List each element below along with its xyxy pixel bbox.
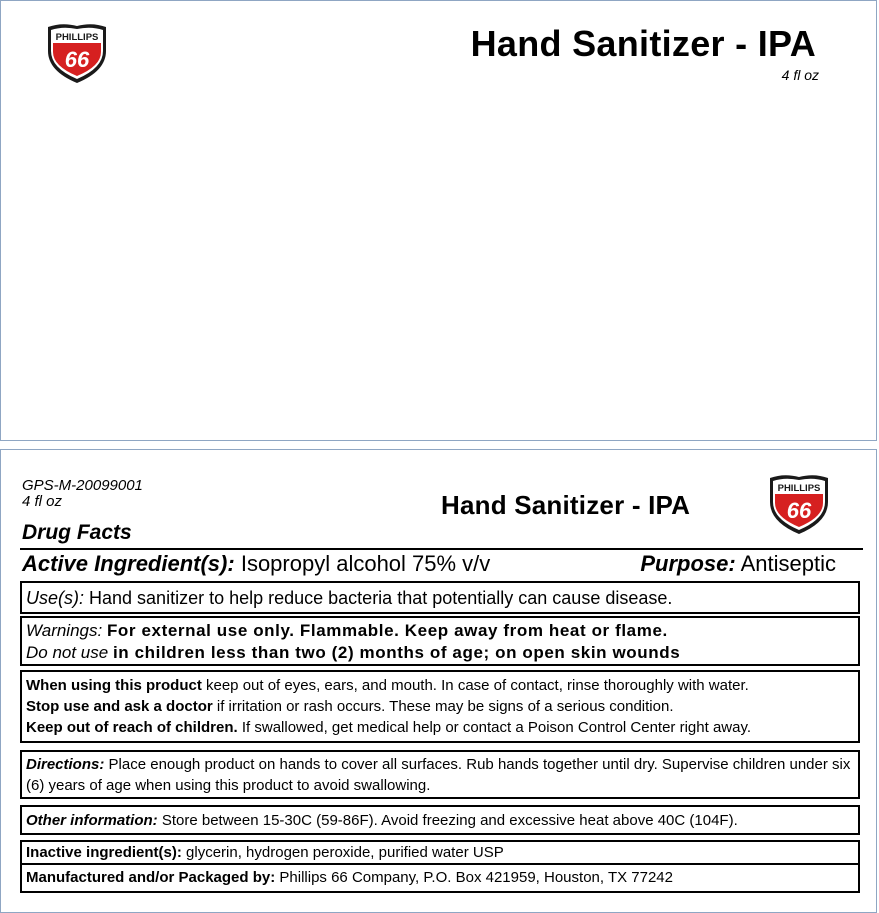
when-using-text: keep out of eyes, ears, and mouth. In case of contact, rinse thoroughly with water. [206, 677, 749, 694]
purpose [640, 551, 836, 577]
stop-use-text: if irritation or rash occurs. These may be signs of a serious condition. [216, 698, 674, 715]
when-using-label: When using this product [26, 677, 202, 694]
inactive-ingredients-section [20, 840, 860, 865]
directions-text: Place enough product on hands to cover all surfaces. Rub hands together until dry. Supervise children under six (6) years of age when using this product to avoid swallowing. [26, 756, 851, 794]
other-information-text: Store between 15-30C (59-86F). Avoid freezing and excessive heat above 40C (104F). [161, 812, 738, 829]
svg-text:PHILLIPS: PHILLIPS [55, 32, 99, 43]
inactive-ingredients-text: glycerin, hydrogen peroxide, purified water USP [186, 844, 504, 861]
drug-facts-panel [0, 449, 877, 913]
do-not-use-text: in children less than two (2) months of age; on open skin wounds [112, 643, 681, 662]
drug-facts-heading: Drug Facts [22, 521, 132, 544]
uses-text: Hand sanitizer to help reduce bacteria that potentially can cause disease. [89, 588, 673, 608]
when-using-section [20, 670, 860, 743]
inactive-ingredients-label: Inactive ingredient(s): [26, 844, 182, 861]
product-title: Hand Sanitizer - IPA [470, 23, 816, 64]
active-ingredient-row [22, 551, 862, 577]
svg-text:66: 66 [786, 498, 812, 523]
phillips-66-logo [42, 21, 112, 85]
heading-rule [20, 548, 863, 550]
uses-label: Use(s): [26, 588, 84, 608]
product-code: GPS-M-20099001 [22, 477, 143, 494]
purpose-value: Antiseptic [740, 551, 836, 576]
manufacturer-label: Manufactured and/or Packaged by: [26, 869, 276, 886]
do-not-use-label: Do not use [26, 643, 109, 662]
uses-section [20, 581, 860, 614]
warnings-label: Warnings: [26, 621, 103, 640]
other-information-label: Other information: [26, 812, 158, 829]
manufacturer-section [20, 863, 860, 893]
warnings-section [20, 616, 860, 666]
stop-use-label: Stop use and ask a doctor [26, 698, 213, 715]
svg-text:66: 66 [64, 47, 90, 72]
directions-section [20, 750, 860, 799]
active-ingredient-label: Active Ingredient(s): [22, 551, 235, 576]
product-code-block [22, 478, 143, 510]
directions-label: Directions: [26, 756, 105, 773]
phillips-66-logo [764, 472, 834, 536]
other-information-section [20, 805, 860, 835]
purpose-label: Purpose: [640, 551, 736, 576]
net-contents: 4 fl oz [781, 67, 819, 83]
svg-text:PHILLIPS: PHILLIPS [777, 483, 821, 494]
keep-out-text: If swallowed, get medical help or contact a Poison Control Center right away. [241, 719, 752, 736]
net-contents: 4 fl oz [22, 493, 63, 510]
manufacturer-text: Phillips 66 Company, P.O. Box 421959, Houston, TX 77242 [279, 869, 673, 886]
keep-out-label: Keep out of reach of children. [26, 719, 238, 736]
active-ingredient-value: Isopropyl alcohol 75% v/v [240, 551, 491, 576]
product-title: Hand Sanitizer - IPA [441, 490, 691, 520]
front-label-panel [0, 0, 877, 441]
warnings-text: For external use only. Flammable. Keep away from heat or flame. [106, 621, 668, 640]
